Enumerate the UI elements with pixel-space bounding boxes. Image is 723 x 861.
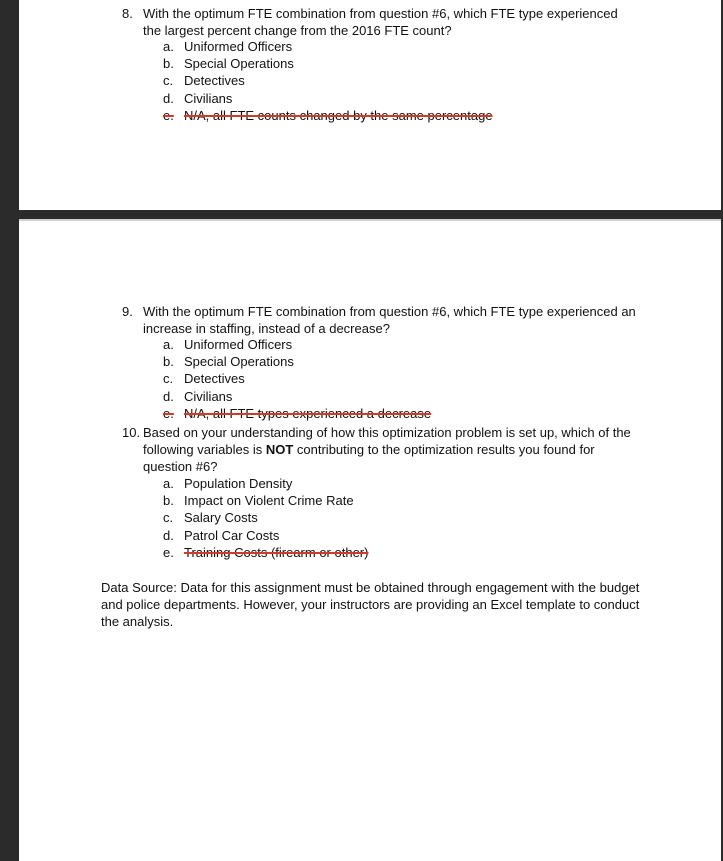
document-page-1 [19, 0, 721, 210]
question-number: 10. [122, 425, 141, 440]
question-number: 8. [122, 6, 133, 21]
option-text: Uniformed Officers [184, 39, 293, 54]
data-source-paragraph: Data Source: Data for this assignment must be obtained through engagement with the budget and police departments. However, your instructors are providing an Excel template to conduct the analysis. [101, 580, 640, 629]
question-text [143, 424, 638, 475]
option-text: N/A, all FTE counts changed by the same percentage [184, 107, 493, 123]
question-9 [122, 303, 642, 421]
option-letter: a. [163, 39, 174, 54]
option-letter: a. [163, 476, 174, 491]
option-text: Civilians [184, 388, 233, 404]
option-text: Salary Costs [184, 510, 258, 526]
question-10 [122, 424, 642, 564]
document-page-2 [19, 221, 721, 861]
option-text: Impact on Violent Crime Rate [184, 493, 354, 509]
option-letter: c. [163, 73, 174, 89]
option-letter: b. [163, 56, 174, 72]
option-letter: b. [163, 354, 174, 370]
question-number: 9. [122, 304, 133, 319]
option-text: Uniformed Officers [184, 337, 293, 352]
option-letter: d. [163, 388, 174, 404]
option-text: Civilians [184, 90, 233, 106]
question-text: With the optimum FTE combination from question #6, which FTE type experienced an increase in staffing, instead of a decrease? [143, 304, 636, 336]
option-letter: c. [163, 510, 174, 526]
option-text: Detectives [184, 73, 245, 89]
option-letter: e. [163, 405, 174, 421]
option-letter: c. [163, 371, 174, 387]
option-letter: b. [163, 493, 174, 509]
question-text-part: Based on your understanding of how this optimization problem is set up, which of the following variables is [143, 425, 631, 457]
option-text: Population Density [184, 476, 293, 491]
option-text: Special Operations [184, 56, 294, 72]
option-letter: d. [163, 90, 174, 106]
option-letter: a. [163, 337, 174, 352]
option-text: Training Costs (firearm or other) [184, 544, 369, 560]
option-letter: e. [163, 544, 174, 560]
option-text: Detectives [184, 371, 245, 387]
option-text: Special Operations [184, 354, 294, 370]
question-8 [122, 5, 642, 135]
question-text-bold: NOT [265, 442, 294, 457]
question-text-part: contributing to the optimization results you found for question #6? [143, 442, 595, 474]
option-text: N/A, all FTE types experienced a decrease [184, 405, 432, 421]
option-letter: d. [163, 527, 174, 543]
option-letter: e. [163, 107, 174, 123]
option-text: Patrol Car Costs [184, 527, 280, 543]
question-text: With the optimum FTE combination from question #6, which FTE type experienced the largest percent change from the 2016 FTE count? [143, 6, 618, 38]
